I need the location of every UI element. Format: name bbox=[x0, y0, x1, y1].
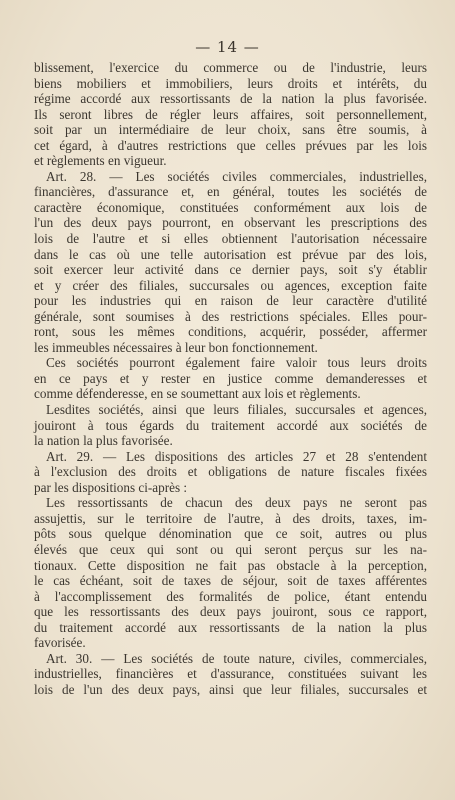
article-28-heading-line: Art. 28. — Les sociétés civiles commerciales, industrielles, bbox=[46, 168, 427, 184]
text-line: à l'exclusion des droits et obligations de nature fiscales fixées bbox=[34, 464, 427, 480]
text-line: à l'accomplissement des formalités de police, étant entendu bbox=[34, 588, 427, 604]
text-line: Les ressortissants de chacun des deux pays ne seront pas bbox=[46, 495, 427, 511]
page-number: — 14 — bbox=[195, 38, 260, 56]
article-30-heading-line: Art. 30. — Les sociétés de toute nature, civiles, commerciales, bbox=[46, 650, 427, 666]
text-line: pôts sous quelque dénomination que ce soit, autres ou plus bbox=[34, 526, 427, 542]
text-line: la nation la plus favorisée. bbox=[34, 433, 173, 449]
text-line: biens mobiliers et immobiliers, leurs droits et intérêts, du bbox=[34, 75, 427, 91]
text-line: et règlements en vigueur. bbox=[34, 153, 167, 169]
text-line: soit par un intermédiaire de leur choix, sans être soumis, à bbox=[34, 122, 427, 138]
text-line: Ils seront libres de régler leurs affaires, soit personnellement, bbox=[34, 106, 427, 122]
text-line: du traitement accordé aux ressortissants de la nation la plus bbox=[34, 619, 427, 635]
text-line: Lesdites sociétés, ainsi que leurs filiales, succursales et agences, bbox=[46, 402, 427, 418]
text-line: caractère économique, constituées conformément aux lois de bbox=[34, 199, 427, 215]
text-line: jouiront à tous égards du traitement accordé aux sociétés de bbox=[34, 417, 427, 433]
text-line: le cas échéant, soit de taxes de séjour, soit de taxes afférentes bbox=[34, 573, 427, 589]
text-line: générale, sont soumises à des restrictions spéciales. Elles pour- bbox=[34, 308, 427, 324]
text-line: par les dispositions ci-après : bbox=[34, 479, 188, 495]
text-line: l'un des deux pays pourront, en observant les prescriptions des bbox=[34, 215, 427, 231]
text-line: et y créer des filiales, succursales ou agences, exception faite bbox=[34, 277, 427, 293]
text-line: élevés que ceux qui sont ou qui seront perçus sur les na- bbox=[34, 541, 427, 557]
text-line: blissement, l'exercice du commerce ou de l'industrie, leurs bbox=[34, 60, 427, 75]
text-line: les immeubles nécessaires à leur bon fonctionnement. bbox=[34, 339, 318, 355]
text-line: régime accordé aux ressortissants de la nation la plus favorisée. bbox=[34, 91, 427, 107]
text-line: soit exercer leur activité dans ce dernier pays, soit s'y établir bbox=[34, 262, 427, 278]
text-line: lois de l'autre et si elles obtiennent l'autorisation nécessaire bbox=[34, 231, 427, 247]
text-line: lois de l'un des deux pays, ainsi que leur filiales, succursales et bbox=[34, 681, 427, 697]
text-line: que les ressortissants des deux pays jouiront, sous ce rapport, bbox=[34, 604, 427, 620]
body-text bbox=[34, 60, 427, 697]
article-29-heading-line: Art. 29. — Les dispositions des articles 27 et 28 s'entendent bbox=[46, 448, 427, 464]
text-line: pour les industries qui en raison de leur caractère d'utilité bbox=[34, 293, 427, 309]
text-line: comme défenderesse, en se soumettant aux lois et règlements. bbox=[34, 386, 361, 402]
text-line: dans le cas où une telle autorisation est prévue par des lois, bbox=[34, 246, 427, 262]
text-line: tionaux. Cette disposition ne fait pas obstacle à la perception, bbox=[34, 557, 427, 573]
text-line: en ce pays et y rester en justice comme demanderesses et bbox=[34, 370, 427, 386]
text-line: industrielles, financières et d'assurance, constituées suivant les bbox=[34, 666, 427, 682]
text-line: cet égard, à d'autres restrictions que celles prévues par les lois bbox=[34, 137, 427, 153]
text-line: ront, sous les mêmes conditions, acquérir, posséder, affermer bbox=[34, 324, 427, 340]
text-line: assujettis, sur le territoire de l'autre, à des droits, taxes, im- bbox=[34, 510, 427, 526]
text-line: favorisée. bbox=[34, 635, 86, 651]
text-line: Ces sociétés pourront également faire valoir tous leurs droits bbox=[46, 355, 427, 371]
text-line: financières, d'assurance et, en général, toutes les sociétés de bbox=[34, 184, 427, 200]
